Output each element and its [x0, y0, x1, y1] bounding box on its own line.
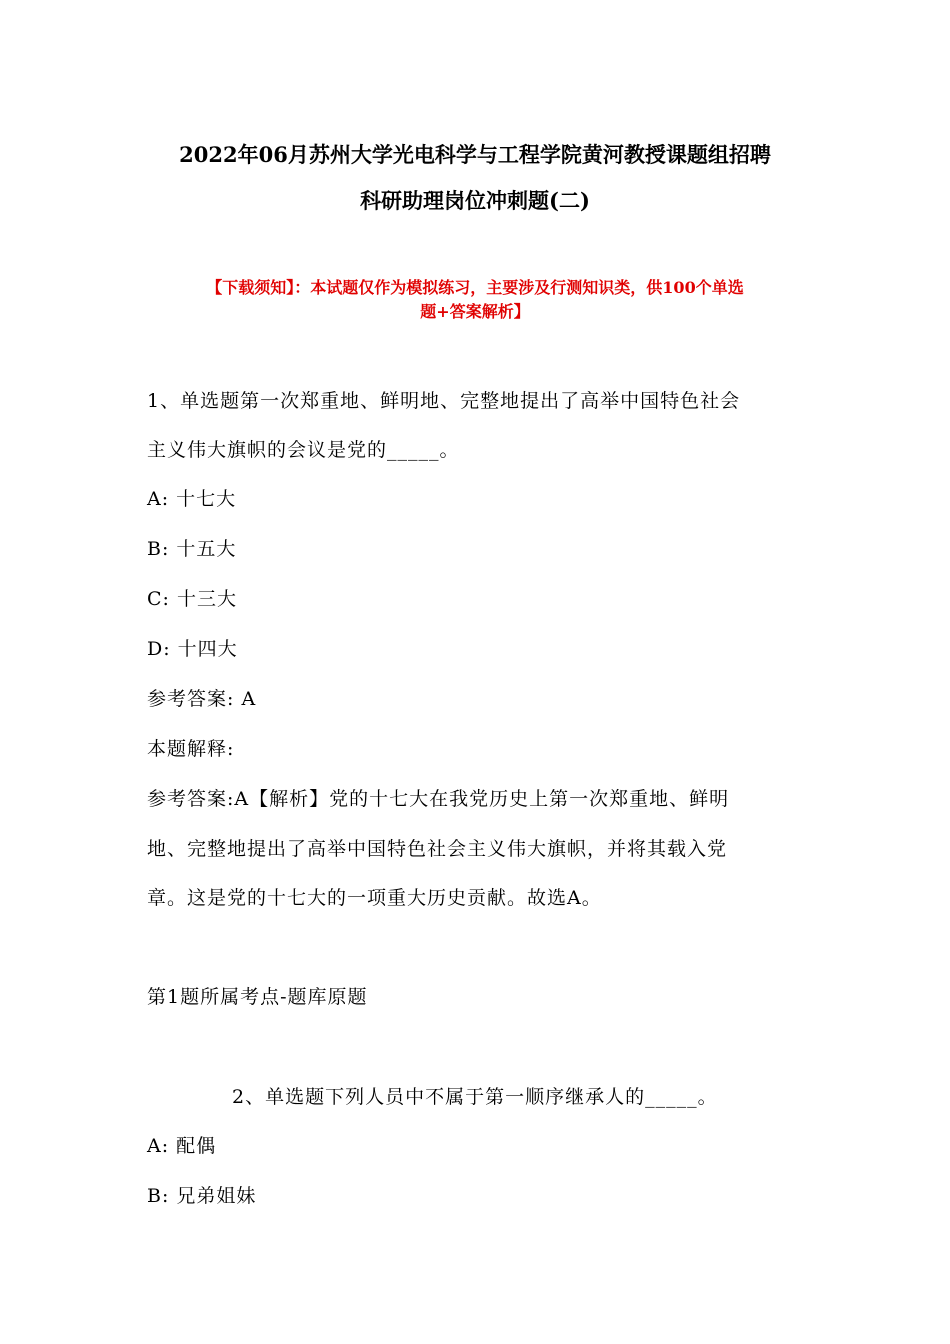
question-1-stem-line-2: 主义伟大旗帜的会议是党的_____。: [147, 439, 460, 461]
question-1-explanation-label: 本题解释:: [147, 738, 235, 760]
download-notice-line-1: 【下载须知】：本试题仅作为模拟练习，主要涉及行测知识类，供100个单选: [206, 278, 744, 297]
document-title-line-2: 科研助理岗位冲刺题(二): [360, 188, 590, 213]
question-1-explanation-line-1: 参考答案:A【解析】党的十七大在我党历史上第一次郑重地、鲜明: [147, 788, 730, 810]
question-2-option-b: B: 兄弟姐妹: [147, 1185, 257, 1207]
download-notice-line-2: 题+答案解析】: [420, 302, 530, 321]
question-1-option-c: C: 十三大: [147, 588, 237, 610]
question-1-stem-line-1: 1、单选题第一次郑重地、鲜明地、完整地提出了高举中国特色社会: [147, 390, 741, 412]
question-1-option-d: D: 十四大: [147, 638, 238, 660]
document-title-line-1: 2022年06月苏州大学光电科学与工程学院黄河教授课题组招聘: [179, 142, 771, 167]
question-1-option-b: B: 十五大: [147, 538, 237, 560]
question-1-topic: 第1题所属考点-题库原题: [147, 986, 368, 1008]
question-1-option-a: A: 十七大: [147, 488, 237, 510]
question-2-stem: 2、单选题下列人员中不属于第一顺序继承人的_____。: [232, 1086, 718, 1108]
question-2-option-a: A: 配偶: [147, 1135, 217, 1157]
question-1-answer: 参考答案: A: [147, 688, 257, 710]
question-1-explanation-line-2: 地、完整地提出了高举中国特色社会主义伟大旗帜，并将其载入党: [147, 838, 728, 860]
question-1-explanation-line-3: 章。这是党的十七大的一项重大历史贡献。故选A。: [147, 887, 602, 909]
